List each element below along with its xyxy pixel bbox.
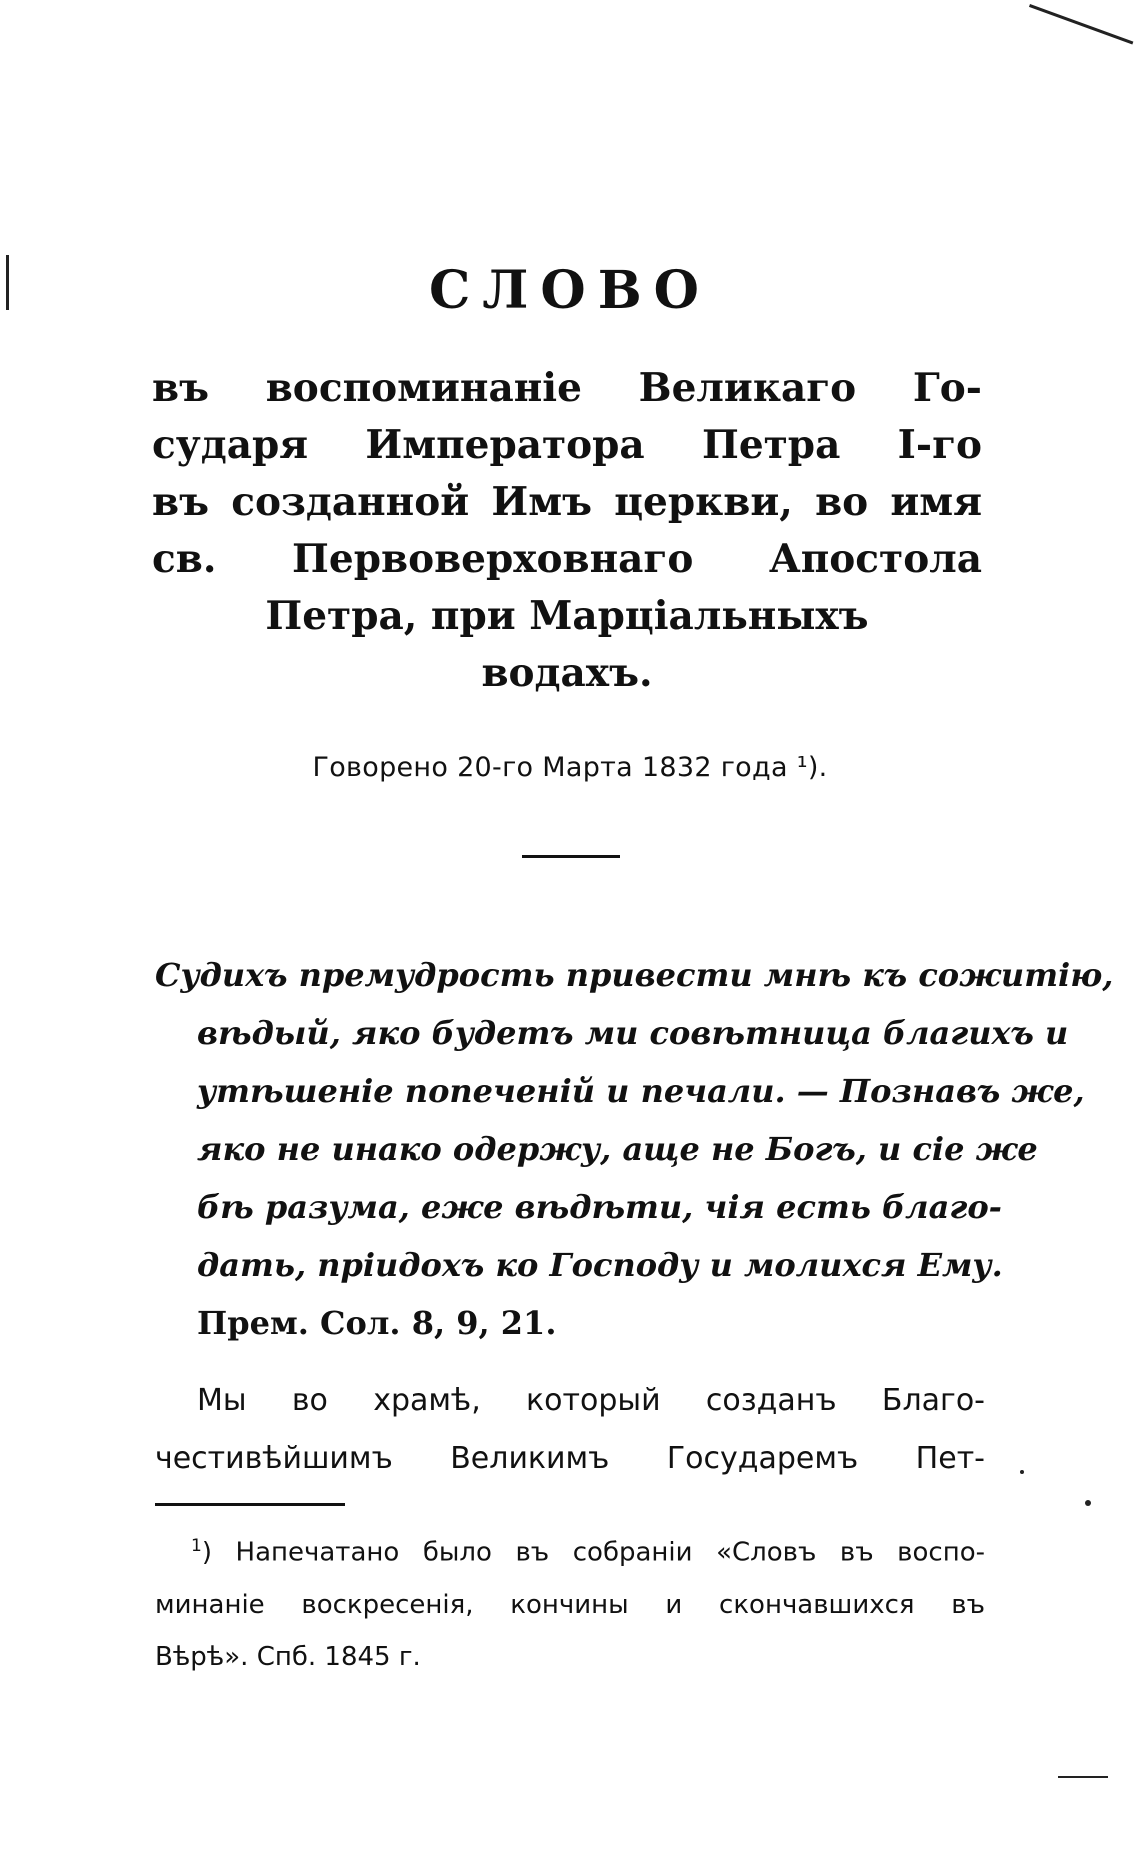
- footnote-text: ) Напечатано было въ собраніи «Словъ въ воспо-: [201, 1537, 985, 1568]
- scan-corner-mark: [1029, 4, 1133, 44]
- body-line: честивѣйшимъ Великимъ Государемъ Пет-: [155, 1441, 985, 1476]
- subtitle-line: въ созданной Имъ церкви, во имя: [152, 479, 982, 525]
- footnote-line: [155, 1520, 985, 1579]
- footnote-reference: ¹).: [796, 752, 828, 783]
- epigraph-line: бѣ разума, еже вѣдѣти, чія есть благо-: [197, 1188, 1002, 1226]
- epigraph: [155, 946, 1114, 1352]
- epigraph-reference: Прем. Сол. 8, 9, 21.: [197, 1304, 557, 1342]
- subtitle-line: водахъ.: [481, 650, 653, 696]
- subtitle-line: сударя Императора Петра I-го: [152, 422, 982, 468]
- body-line: Мы во храмѣ, который созданъ Благо-: [197, 1383, 985, 1418]
- delivery-date-text: Говорено 20-го Марта 1832 года: [312, 752, 788, 783]
- subtitle-line: Петра, при Марціальныхъ: [265, 593, 869, 639]
- subtitle-line: св. Первоверховнаго Апостола: [152, 536, 982, 582]
- footnote-marker: 1: [191, 1536, 202, 1556]
- subtitle-line: въ воспоминаніе Великаго Го-: [152, 365, 982, 411]
- epigraph-line: яко не инако одержу, аще не Богъ, и сіе же: [197, 1130, 1038, 1168]
- footnote: [155, 1520, 985, 1683]
- epigraph-line: Судихъ премудрость привести мнѣ къ сожитію,: [155, 956, 1114, 994]
- body-text: [155, 1372, 985, 1488]
- footnote-line: минаніе воскресенія, кончины и скончавшихся въ: [155, 1589, 985, 1620]
- epigraph-line: вѣдый, яко будетъ ми совѣтница благихъ и: [197, 1014, 1069, 1052]
- sermon-title: СЛОВО: [429, 260, 711, 321]
- scan-speck: [1020, 1470, 1024, 1474]
- section-divider: [522, 855, 620, 858]
- epigraph-line: утѣшеніе попеченій и печали. — Познавъ же,: [197, 1072, 1085, 1110]
- scan-edge-mark: [6, 255, 9, 310]
- footnote-line: Вѣрѣ». Спб. 1845 г.: [155, 1641, 421, 1672]
- scan-speck: [1085, 1500, 1091, 1506]
- epigraph-line: дать, пріидохъ ко Господу и молихся Ему.: [197, 1246, 1003, 1284]
- delivery-date: [0, 752, 1140, 783]
- footnote-divider: [155, 1503, 345, 1506]
- scan-edge-mark: [1058, 1776, 1108, 1778]
- sermon-subtitle: [152, 360, 982, 702]
